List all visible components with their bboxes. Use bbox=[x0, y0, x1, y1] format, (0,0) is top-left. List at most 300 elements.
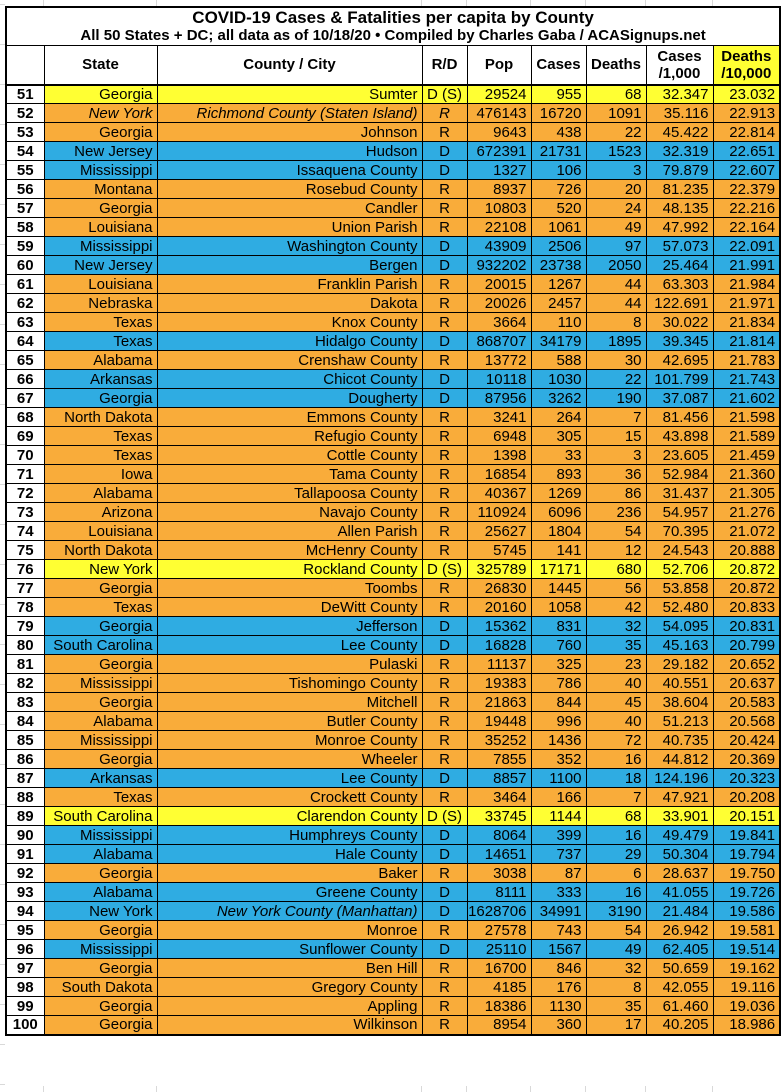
county-cell: Navajo County bbox=[157, 503, 422, 522]
deaths-per-10000-cell: 21.459 bbox=[713, 446, 780, 465]
rank-cell: 100 bbox=[6, 1016, 44, 1035]
table-subtitle: All 50 States + DC; all data as of 10/18/20 • Compiled by Charles Gaba / ACASignups.net bbox=[80, 27, 706, 44]
pop-cell: 26830 bbox=[467, 579, 531, 598]
deaths-per-10000-cell: 21.276 bbox=[713, 503, 780, 522]
cases-cell: 893 bbox=[531, 465, 586, 484]
state-cell: North Dakota bbox=[44, 541, 157, 560]
deaths-cell: 190 bbox=[586, 389, 646, 408]
table-row bbox=[6, 902, 780, 921]
deaths-cell: 54 bbox=[586, 921, 646, 940]
table-row bbox=[6, 256, 780, 275]
cases-per-1000-cell: 54.957 bbox=[646, 503, 713, 522]
deaths-cell: 8 bbox=[586, 313, 646, 332]
cases-per-1000-cell: 33.901 bbox=[646, 807, 713, 826]
state-cell: Texas bbox=[44, 332, 157, 351]
county-cell: Tama County bbox=[157, 465, 422, 484]
deaths-per-10000-cell: 19.841 bbox=[713, 826, 780, 845]
rank-cell: 73 bbox=[6, 503, 44, 522]
deaths-cell: 54 bbox=[586, 522, 646, 541]
rank-cell: 95 bbox=[6, 921, 44, 940]
deaths-per-10000-cell: 21.360 bbox=[713, 465, 780, 484]
state-cell: Georgia bbox=[44, 959, 157, 978]
cases-cell: 1061 bbox=[531, 218, 586, 237]
rank-cell: 60 bbox=[6, 256, 44, 275]
party-cell: D bbox=[422, 256, 467, 275]
deaths-per-10000-cell: 20.151 bbox=[713, 807, 780, 826]
cases-per-1000-cell: 41.055 bbox=[646, 883, 713, 902]
table-row bbox=[6, 674, 780, 693]
deaths-per-10000-cell: 21.602 bbox=[713, 389, 780, 408]
table-row bbox=[6, 769, 780, 788]
cases-cell: 352 bbox=[531, 750, 586, 769]
rank-cell: 68 bbox=[6, 408, 44, 427]
county-cell: Hale County bbox=[157, 845, 422, 864]
deaths-per-10000-cell: 22.216 bbox=[713, 199, 780, 218]
rank-cell: 96 bbox=[6, 940, 44, 959]
table-row bbox=[6, 997, 780, 1016]
state-cell: Arkansas bbox=[44, 769, 157, 788]
rank-cell: 70 bbox=[6, 446, 44, 465]
table-row bbox=[6, 199, 780, 218]
county-cell: Crockett County bbox=[157, 788, 422, 807]
party-cell: R bbox=[422, 199, 467, 218]
cases-cell: 106 bbox=[531, 161, 586, 180]
deaths-per-10000-cell: 22.379 bbox=[713, 180, 780, 199]
county-cell: Dougherty bbox=[157, 389, 422, 408]
party-cell: R bbox=[422, 294, 467, 313]
county-cell: Rosebud County bbox=[157, 180, 422, 199]
header-row bbox=[6, 46, 780, 85]
county-cell: Dakota bbox=[157, 294, 422, 313]
party-cell: R bbox=[422, 104, 467, 123]
table-row bbox=[6, 978, 780, 997]
rank-cell: 63 bbox=[6, 313, 44, 332]
header-deaths-per-10000 bbox=[713, 46, 780, 85]
county-cell: Bergen bbox=[157, 256, 422, 275]
deaths-cell: 16 bbox=[586, 883, 646, 902]
table-row bbox=[6, 560, 780, 579]
county-cell: Sunflower County bbox=[157, 940, 422, 959]
state-cell: Alabama bbox=[44, 883, 157, 902]
deaths-cell: 40 bbox=[586, 712, 646, 731]
county-cell: Baker bbox=[157, 864, 422, 883]
party-cell: D (S) bbox=[422, 85, 467, 104]
cases-cell: 325 bbox=[531, 655, 586, 674]
cases-per-1000-cell: 32.347 bbox=[646, 85, 713, 104]
county-cell: Tishomingo County bbox=[157, 674, 422, 693]
cases-per-1000-cell: 23.605 bbox=[646, 446, 713, 465]
deaths-cell: 29 bbox=[586, 845, 646, 864]
cases-per-1000-cell: 44.812 bbox=[646, 750, 713, 769]
pop-cell: 11137 bbox=[467, 655, 531, 674]
county-cell: Issaquena County bbox=[157, 161, 422, 180]
rank-cell: 94 bbox=[6, 902, 44, 921]
pop-cell: 932202 bbox=[467, 256, 531, 275]
deaths-per-10000-cell: 21.984 bbox=[713, 275, 780, 294]
deaths-per-10000-cell: 21.783 bbox=[713, 351, 780, 370]
table-row bbox=[6, 104, 780, 123]
cases-cell: 264 bbox=[531, 408, 586, 427]
party-cell: R bbox=[422, 598, 467, 617]
table-row bbox=[6, 731, 780, 750]
county-cell: Greene County bbox=[157, 883, 422, 902]
pop-cell: 15362 bbox=[467, 617, 531, 636]
party-cell: D bbox=[422, 826, 467, 845]
cases-cell: 1269 bbox=[531, 484, 586, 503]
county-cell: DeWitt County bbox=[157, 598, 422, 617]
pop-cell: 7855 bbox=[467, 750, 531, 769]
deaths-per-10000-cell: 20.888 bbox=[713, 541, 780, 560]
table-row bbox=[6, 541, 780, 560]
county-cell: Appling bbox=[157, 997, 422, 1016]
county-cell: Jefferson bbox=[157, 617, 422, 636]
state-cell: New York bbox=[44, 560, 157, 579]
pop-cell: 110924 bbox=[467, 503, 531, 522]
rank-cell: 82 bbox=[6, 674, 44, 693]
cases-cell: 6096 bbox=[531, 503, 586, 522]
party-cell: R bbox=[422, 655, 467, 674]
table-title-block bbox=[6, 7, 780, 46]
state-cell: South Dakota bbox=[44, 978, 157, 997]
sheet-gridlines-bottom bbox=[0, 1086, 781, 1092]
pop-cell: 22108 bbox=[467, 218, 531, 237]
header-state: State bbox=[44, 46, 157, 85]
party-cell: R bbox=[422, 275, 467, 294]
header-county: County / City bbox=[157, 46, 422, 85]
county-cell: Wilkinson bbox=[157, 1016, 422, 1035]
sheet-gridline bbox=[156, 1086, 157, 1092]
county-cell: Pulaski bbox=[157, 655, 422, 674]
party-cell: R bbox=[422, 446, 467, 465]
state-cell: Georgia bbox=[44, 85, 157, 104]
rank-cell: 98 bbox=[6, 978, 44, 997]
rank-cell: 89 bbox=[6, 807, 44, 826]
deaths-cell: 16 bbox=[586, 750, 646, 769]
cases-per-1000-cell: 50.659 bbox=[646, 959, 713, 978]
cases-cell: 831 bbox=[531, 617, 586, 636]
rank-cell: 88 bbox=[6, 788, 44, 807]
table-row bbox=[6, 655, 780, 674]
deaths-cell: 32 bbox=[586, 959, 646, 978]
cases-per-1000-cell: 29.182 bbox=[646, 655, 713, 674]
deaths-cell: 7 bbox=[586, 408, 646, 427]
pop-cell: 35252 bbox=[467, 731, 531, 750]
cases-per-1000-cell: 32.319 bbox=[646, 142, 713, 161]
state-cell: Mississippi bbox=[44, 940, 157, 959]
county-cell: Monroe County bbox=[157, 731, 422, 750]
table-row bbox=[6, 940, 780, 959]
deaths-per-10000-cell: 19.726 bbox=[713, 883, 780, 902]
pop-cell: 476143 bbox=[467, 104, 531, 123]
party-cell: R bbox=[422, 503, 467, 522]
table-row bbox=[6, 959, 780, 978]
county-cell: Rockland County bbox=[157, 560, 422, 579]
state-cell: Georgia bbox=[44, 123, 157, 142]
cases-per-1000-cell: 63.303 bbox=[646, 275, 713, 294]
state-cell: Mississippi bbox=[44, 161, 157, 180]
table-row bbox=[6, 142, 780, 161]
deaths-per-10000-cell: 22.091 bbox=[713, 237, 780, 256]
party-cell: R bbox=[422, 959, 467, 978]
table-row bbox=[6, 123, 780, 142]
cases-cell: 399 bbox=[531, 826, 586, 845]
cases-per-1000-cell: 49.479 bbox=[646, 826, 713, 845]
pop-cell: 25110 bbox=[467, 940, 531, 959]
deaths-cell: 40 bbox=[586, 674, 646, 693]
table-row bbox=[6, 921, 780, 940]
header-pop: Pop bbox=[467, 46, 531, 85]
deaths-per-10000-cell: 19.514 bbox=[713, 940, 780, 959]
party-cell: D bbox=[422, 769, 467, 788]
party-cell: D bbox=[422, 636, 467, 655]
state-cell: Alabama bbox=[44, 712, 157, 731]
rank-cell: 80 bbox=[6, 636, 44, 655]
pop-cell: 3241 bbox=[467, 408, 531, 427]
table-row bbox=[6, 750, 780, 769]
pop-cell: 3038 bbox=[467, 864, 531, 883]
county-cell: Emmons County bbox=[157, 408, 422, 427]
state-cell: Georgia bbox=[44, 693, 157, 712]
state-cell: North Dakota bbox=[44, 408, 157, 427]
cases-cell: 760 bbox=[531, 636, 586, 655]
party-cell: D bbox=[422, 883, 467, 902]
cases-per-1000-cell: 70.395 bbox=[646, 522, 713, 541]
pop-cell: 27578 bbox=[467, 921, 531, 940]
county-cell: Toombs bbox=[157, 579, 422, 598]
deaths-cell: 56 bbox=[586, 579, 646, 598]
deaths-cell: 680 bbox=[586, 560, 646, 579]
cases-per-1000-cell: 62.405 bbox=[646, 940, 713, 959]
deaths-per-10000-cell: 21.589 bbox=[713, 427, 780, 446]
party-cell: R bbox=[422, 693, 467, 712]
deaths-cell: 6 bbox=[586, 864, 646, 883]
cases-per-1000-cell: 42.055 bbox=[646, 978, 713, 997]
party-cell: R bbox=[422, 674, 467, 693]
state-cell: Mississippi bbox=[44, 826, 157, 845]
cases-cell: 846 bbox=[531, 959, 586, 978]
table-row bbox=[6, 788, 780, 807]
deaths-cell: 15 bbox=[586, 427, 646, 446]
table-row bbox=[6, 503, 780, 522]
table-title: COVID-19 Cases & Fatalities per capita by County bbox=[192, 8, 594, 27]
state-cell: Mississippi bbox=[44, 731, 157, 750]
header-cases: Cases bbox=[531, 46, 586, 85]
pop-cell: 87956 bbox=[467, 389, 531, 408]
state-cell: Georgia bbox=[44, 389, 157, 408]
pop-cell: 40367 bbox=[467, 484, 531, 503]
header-cases-per-1000 bbox=[646, 46, 713, 85]
deaths-cell: 72 bbox=[586, 731, 646, 750]
party-cell: D bbox=[422, 940, 467, 959]
cases-cell: 333 bbox=[531, 883, 586, 902]
state-cell: Mississippi bbox=[44, 237, 157, 256]
deaths-per-10000-cell: 20.652 bbox=[713, 655, 780, 674]
cases-per-1000-cell: 28.637 bbox=[646, 864, 713, 883]
cases-per-1000-cell: 26.942 bbox=[646, 921, 713, 940]
rank-cell: 71 bbox=[6, 465, 44, 484]
sheet-gridline bbox=[585, 1086, 586, 1092]
deaths-per-10000-cell: 23.032 bbox=[713, 85, 780, 104]
pop-cell: 1628706 bbox=[467, 902, 531, 921]
deaths-cell: 30 bbox=[586, 351, 646, 370]
cases-per-1000-cell: 21.484 bbox=[646, 902, 713, 921]
county-cell: Johnson bbox=[157, 123, 422, 142]
cases-per-1000-cell: 38.604 bbox=[646, 693, 713, 712]
pop-cell: 10803 bbox=[467, 199, 531, 218]
county-cell: Washington County bbox=[157, 237, 422, 256]
rank-cell: 64 bbox=[6, 332, 44, 351]
state-cell: Texas bbox=[44, 446, 157, 465]
state-cell: Alabama bbox=[44, 351, 157, 370]
rank-cell: 58 bbox=[6, 218, 44, 237]
cases-cell: 996 bbox=[531, 712, 586, 731]
deaths-per-10000-cell: 20.831 bbox=[713, 617, 780, 636]
deaths-per-10000-cell: 21.743 bbox=[713, 370, 780, 389]
state-cell: Nebraska bbox=[44, 294, 157, 313]
deaths-per-10000-cell: 20.323 bbox=[713, 769, 780, 788]
cases-per-1000-cell: 24.543 bbox=[646, 541, 713, 560]
deaths-per-10000-cell: 20.424 bbox=[713, 731, 780, 750]
deaths-cell: 86 bbox=[586, 484, 646, 503]
deaths-per-10000-cell: 19.116 bbox=[713, 978, 780, 997]
county-cell: Franklin Parish bbox=[157, 275, 422, 294]
cases-per-1000-cell: 53.858 bbox=[646, 579, 713, 598]
deaths-cell: 236 bbox=[586, 503, 646, 522]
cases-cell: 1267 bbox=[531, 275, 586, 294]
party-cell: R bbox=[422, 541, 467, 560]
rank-cell: 74 bbox=[6, 522, 44, 541]
sheet-gridline bbox=[421, 1086, 422, 1092]
cases-cell: 844 bbox=[531, 693, 586, 712]
state-cell: Louisiana bbox=[44, 218, 157, 237]
state-cell: South Carolina bbox=[44, 807, 157, 826]
rank-cell: 91 bbox=[6, 845, 44, 864]
county-cell: Mitchell bbox=[157, 693, 422, 712]
deaths-cell: 7 bbox=[586, 788, 646, 807]
table-row bbox=[6, 826, 780, 845]
cases-cell: 588 bbox=[531, 351, 586, 370]
rank-cell: 77 bbox=[6, 579, 44, 598]
cases-per-1000-cell: 45.422 bbox=[646, 123, 713, 142]
pop-cell: 672391 bbox=[467, 142, 531, 161]
cases-cell: 23738 bbox=[531, 256, 586, 275]
cases-cell: 1100 bbox=[531, 769, 586, 788]
table-row bbox=[6, 807, 780, 826]
cases-per-1000-cell: 40.551 bbox=[646, 674, 713, 693]
deaths-cell: 42 bbox=[586, 598, 646, 617]
pop-cell: 10118 bbox=[467, 370, 531, 389]
table-row bbox=[6, 845, 780, 864]
pop-cell: 19448 bbox=[467, 712, 531, 731]
cases-per-1000-cell: 40.205 bbox=[646, 1016, 713, 1035]
cases-per-1000-cell: 45.163 bbox=[646, 636, 713, 655]
cases-per-1000-cell: 79.879 bbox=[646, 161, 713, 180]
covid-county-table bbox=[5, 6, 781, 1036]
table-row bbox=[6, 712, 780, 731]
cases-cell: 1567 bbox=[531, 940, 586, 959]
deaths-per-10000-cell: 22.913 bbox=[713, 104, 780, 123]
header-deaths-per-10000-line1: Deaths bbox=[721, 47, 772, 65]
party-cell: R bbox=[422, 313, 467, 332]
cases-cell: 16720 bbox=[531, 104, 586, 123]
county-cell: Humphreys County bbox=[157, 826, 422, 845]
county-cell: Lee County bbox=[157, 636, 422, 655]
deaths-per-10000-cell: 21.814 bbox=[713, 332, 780, 351]
pop-cell: 1327 bbox=[467, 161, 531, 180]
cases-per-1000-cell: 39.345 bbox=[646, 332, 713, 351]
deaths-per-10000-cell: 20.369 bbox=[713, 750, 780, 769]
table-row bbox=[6, 427, 780, 446]
deaths-cell: 97 bbox=[586, 237, 646, 256]
sheet-gridline bbox=[466, 1086, 467, 1092]
cases-cell: 1130 bbox=[531, 997, 586, 1016]
deaths-per-10000-cell: 22.814 bbox=[713, 123, 780, 142]
pop-cell: 43909 bbox=[467, 237, 531, 256]
deaths-cell: 3190 bbox=[586, 902, 646, 921]
deaths-per-10000-cell: 20.833 bbox=[713, 598, 780, 617]
cases-per-1000-cell: 61.460 bbox=[646, 997, 713, 1016]
pop-cell: 6948 bbox=[467, 427, 531, 446]
party-cell: D bbox=[422, 902, 467, 921]
table-row bbox=[6, 693, 780, 712]
pop-cell: 325789 bbox=[467, 560, 531, 579]
pop-cell: 16700 bbox=[467, 959, 531, 978]
deaths-cell: 68 bbox=[586, 85, 646, 104]
deaths-cell: 12 bbox=[586, 541, 646, 560]
pop-cell: 8064 bbox=[467, 826, 531, 845]
rank-cell: 81 bbox=[6, 655, 44, 674]
county-cell: Butler County bbox=[157, 712, 422, 731]
pop-cell: 868707 bbox=[467, 332, 531, 351]
deaths-per-10000-cell: 19.794 bbox=[713, 845, 780, 864]
pop-cell: 3464 bbox=[467, 788, 531, 807]
cases-cell: 2457 bbox=[531, 294, 586, 313]
cases-per-1000-cell: 48.135 bbox=[646, 199, 713, 218]
party-cell: R bbox=[422, 750, 467, 769]
header-rank bbox=[6, 46, 44, 85]
deaths-per-10000-cell: 20.872 bbox=[713, 579, 780, 598]
cases-cell: 737 bbox=[531, 845, 586, 864]
cases-cell: 166 bbox=[531, 788, 586, 807]
party-cell: R bbox=[422, 788, 467, 807]
deaths-per-10000-cell: 20.208 bbox=[713, 788, 780, 807]
rank-cell: 57 bbox=[6, 199, 44, 218]
state-cell: Texas bbox=[44, 598, 157, 617]
party-cell: D bbox=[422, 142, 467, 161]
state-cell: Texas bbox=[44, 313, 157, 332]
table-row bbox=[6, 294, 780, 313]
deaths-cell: 24 bbox=[586, 199, 646, 218]
county-cell: Chicot County bbox=[157, 370, 422, 389]
county-cell: Tallapoosa County bbox=[157, 484, 422, 503]
county-cell: Candler bbox=[157, 199, 422, 218]
deaths-cell: 35 bbox=[586, 636, 646, 655]
table-row bbox=[6, 218, 780, 237]
state-cell: New York bbox=[44, 902, 157, 921]
party-cell: R bbox=[422, 864, 467, 883]
cases-per-1000-cell: 47.992 bbox=[646, 218, 713, 237]
deaths-cell: 3 bbox=[586, 161, 646, 180]
party-cell: R bbox=[422, 218, 467, 237]
table-row bbox=[6, 237, 780, 256]
deaths-cell: 3 bbox=[586, 446, 646, 465]
county-cell: Gregory County bbox=[157, 978, 422, 997]
deaths-per-10000-cell: 21.598 bbox=[713, 408, 780, 427]
county-cell: Richmond County (Staten Island) bbox=[157, 104, 422, 123]
state-cell: Georgia bbox=[44, 750, 157, 769]
rank-cell: 62 bbox=[6, 294, 44, 313]
cases-cell: 1058 bbox=[531, 598, 586, 617]
